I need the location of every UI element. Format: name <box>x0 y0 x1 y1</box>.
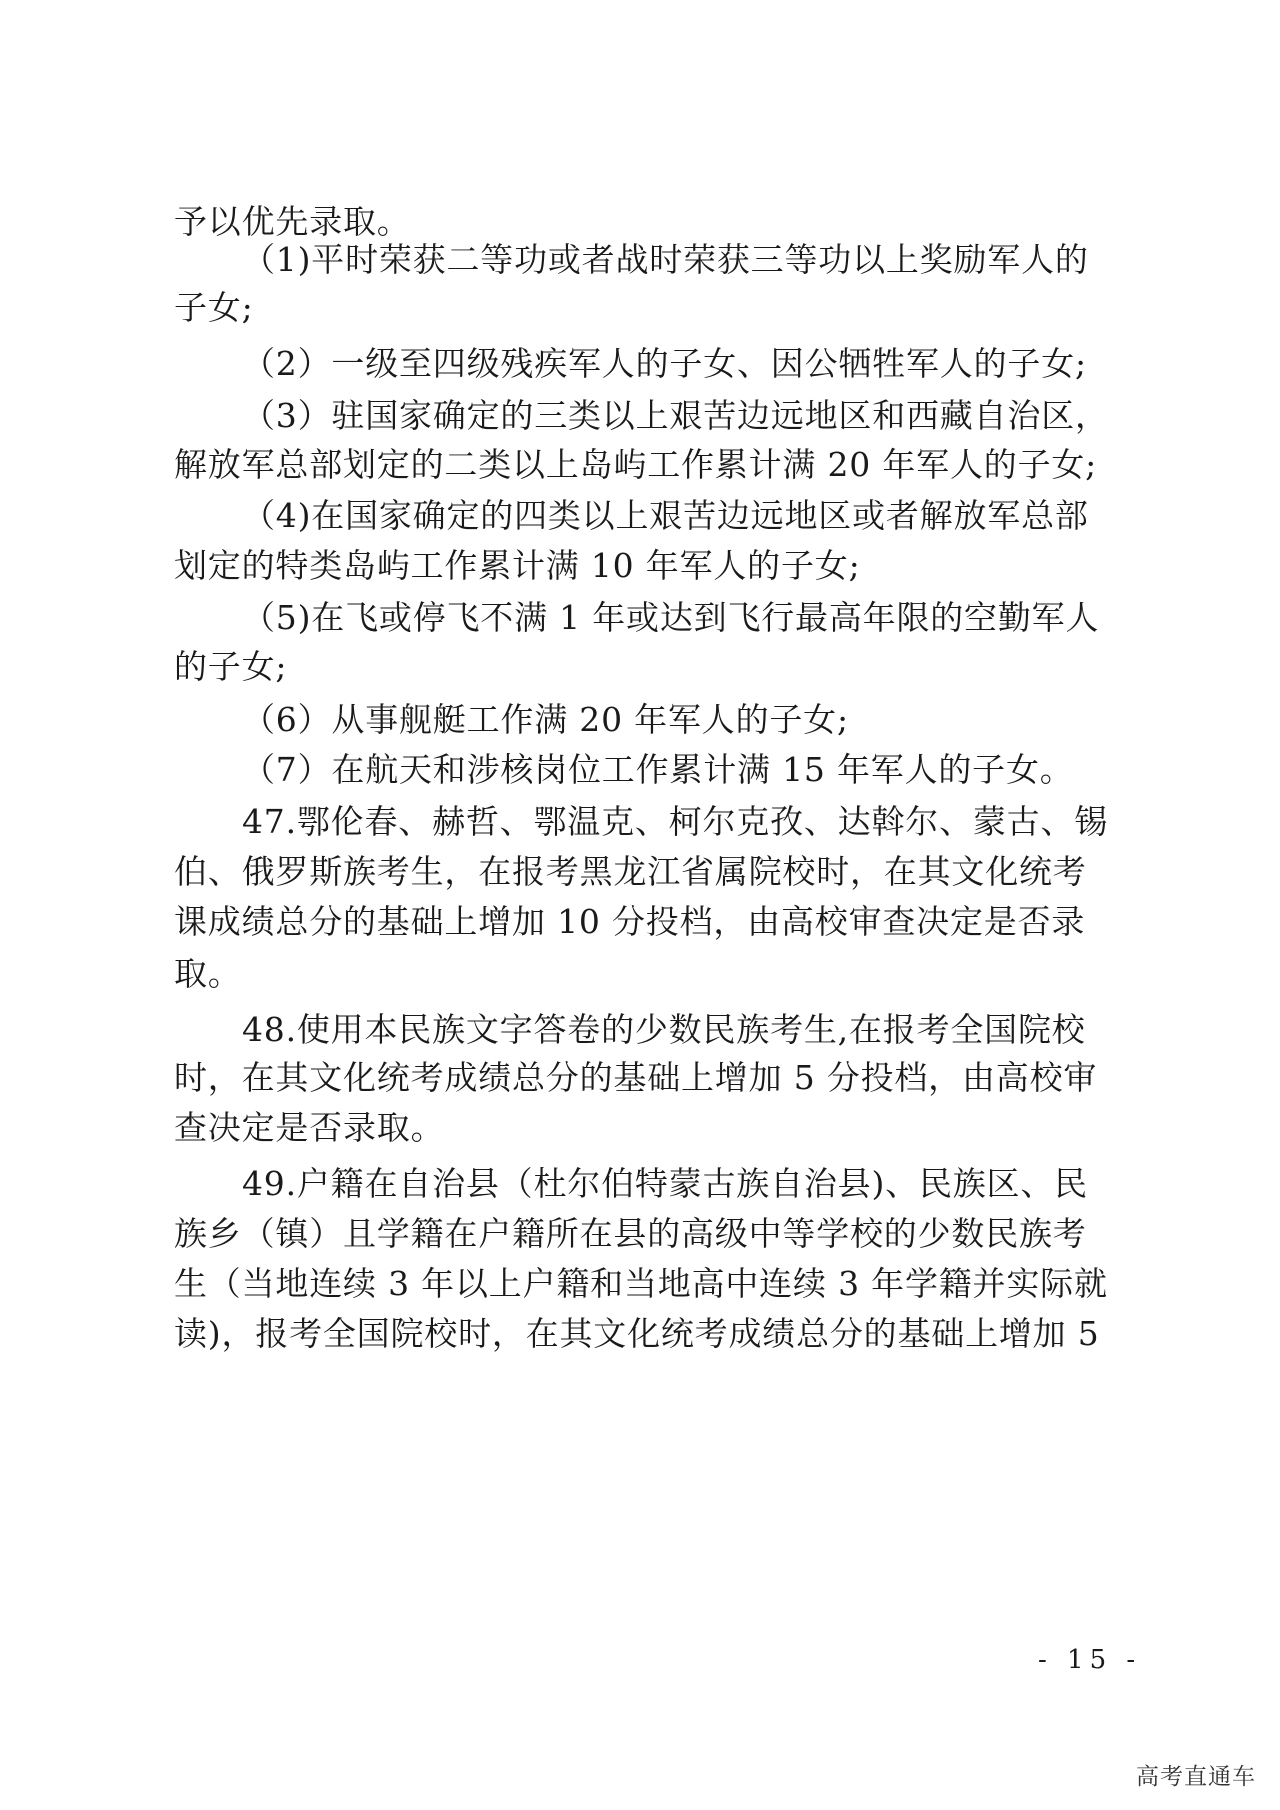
text-line-1: 予以优先录取。 <box>174 202 411 241</box>
text-line-23: 读)，报考全国院校时，在其文化统考成绩总分的基础上增加 5 <box>174 1314 1100 1353</box>
text-line-22: 生（当地连续 3 年以上户籍和当地高中连续 3 年学籍并实际就 <box>174 1264 1108 1303</box>
text-line-9: （5)在飞或停飞不满 1 年或达到飞行最高年限的空勤军人 <box>242 598 1100 637</box>
text-line-20: 49.户籍在自治县（杜尔伯特蒙古族自治县)、民族区、民 <box>242 1164 1088 1203</box>
text-line-8: 划定的特类岛屿工作累计满 10 年军人的子女; <box>174 546 861 585</box>
page-number: - 15 - <box>1038 1645 1142 1675</box>
text-line-7: （4)在国家确定的四类以上艰苦边远地区或者解放军总部 <box>242 496 1089 535</box>
text-line-2: （1)平时荣获二等功或者战时荣获三等功以上奖励军人的 <box>242 240 1089 279</box>
text-line-4: （2）一级至四级残疾军人的子女、因公牺牲军人的子女; <box>242 344 1087 383</box>
text-line-18: 时，在其文化统考成绩总分的基础上增加 5 分投档，由高校审 <box>174 1058 1098 1097</box>
text-line-17: 48.使用本民族文字答卷的少数民族考生,在报考全国院校 <box>242 1010 1086 1049</box>
text-line-16: 取。 <box>174 954 242 993</box>
text-line-21: 族乡（镇）且学籍在户籍所在县的高级中等学校的少数民族考 <box>174 1214 1087 1253</box>
text-line-15: 课成绩总分的基础上增加 10 分投档，由高校审查决定是否录 <box>174 902 1086 941</box>
text-line-5: （3）驻国家确定的三类以上艰苦边远地区和西藏自治区， <box>242 396 1109 435</box>
text-line-12: （7）在航天和涉核岗位工作累计满 15 年军人的子女。 <box>242 750 1074 789</box>
text-line-3: 子女; <box>174 288 254 327</box>
text-line-14: 伯、俄罗斯族考生，在报考黑龙江省属院校时，在其文化统考 <box>174 852 1087 891</box>
text-line-11: （6）从事舰艇工作满 20 年军人的子女; <box>242 700 849 739</box>
text-line-6: 解放军总部划定的二类以上岛屿工作累计满 20 年军人的子女; <box>174 445 1098 484</box>
text-line-19: 查决定是否录取。 <box>174 1108 445 1147</box>
watermark: 高考直通车 <box>1136 1764 1256 1790</box>
text-line-10: 的子女; <box>174 647 288 686</box>
text-line-13: 47.鄂伦春、赫哲、鄂温克、柯尔克孜、达斡尔、蒙古、锡 <box>242 802 1109 841</box>
